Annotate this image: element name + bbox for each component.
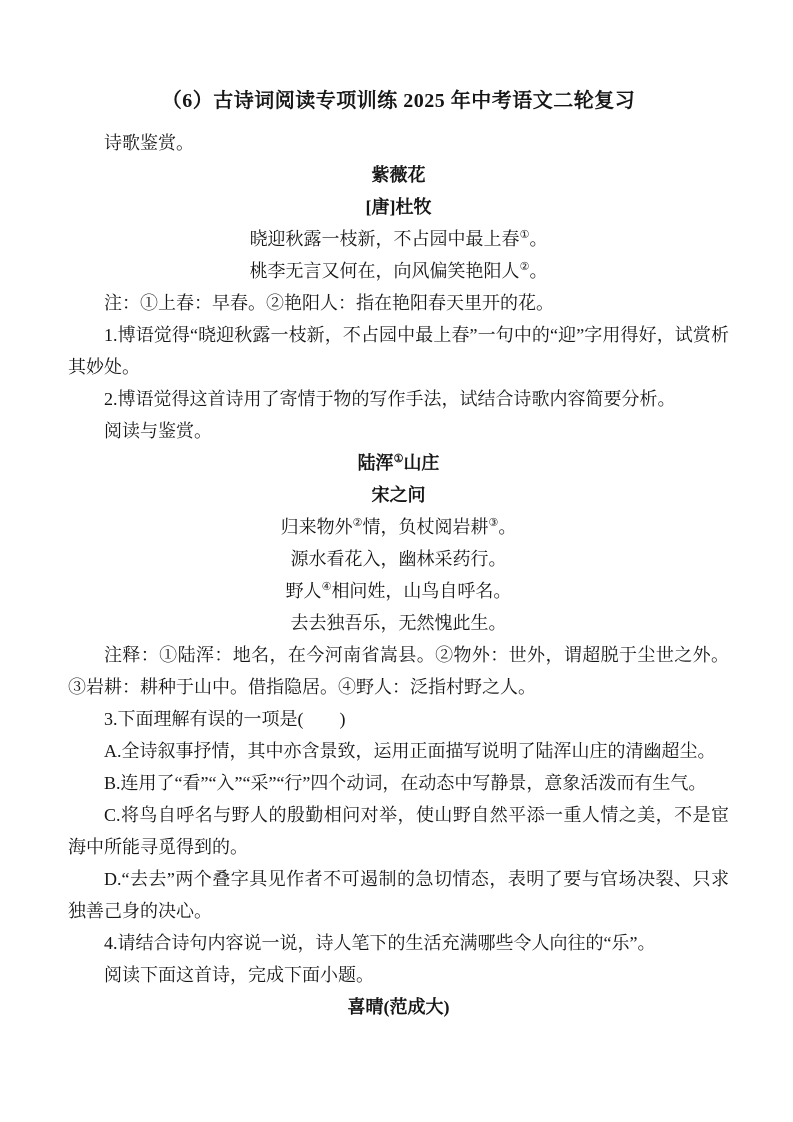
poem2-line-1-a: 归来物外 bbox=[280, 517, 353, 537]
poem1-line-1-text: 晓迎秋露一枝新，不占园中最上春 bbox=[249, 229, 520, 249]
footnote-ref-1-icon: ① bbox=[519, 229, 530, 241]
poem2-line-4: 去去独吾乐，无然愧此生。 bbox=[290, 613, 507, 633]
poem2-line-1-end: 。 bbox=[498, 517, 517, 537]
poem1-line-2 bbox=[68, 255, 729, 287]
question-2: 2.博语觉得这首诗用了寄情于物的写作手法，试结合诗歌内容简要分析。 bbox=[104, 389, 676, 409]
question-3-option-a: A.全诗叙事抒情，其中亦含景致，运用正面描写说明了陆浑山庄的清幽超尘。 bbox=[104, 741, 716, 761]
poem2-line-1-b: 情，负杖阅岩耕 bbox=[362, 517, 489, 537]
poem3-title: 喜晴(范成大) bbox=[347, 997, 450, 1017]
poem1-line-1 bbox=[68, 223, 729, 255]
question-3: 3.下面理解有误的一项是( ) bbox=[104, 709, 346, 729]
poem1-author: [唐]杜牧 bbox=[365, 197, 432, 217]
poem2-line-3-b: 相问姓，山鸟自呼名。 bbox=[331, 581, 512, 601]
poem1-line-2-text: 桃李无言又何在，向风偏笑艳阳人 bbox=[249, 261, 520, 281]
question-3-option-d: D.“去去”两个叠字具见作者不可遏制的急切情态，表明了要与官场决裂、只求独善己身的决心。 bbox=[68, 869, 729, 921]
document-title: （6）古诗词阅读专项训练 2025 年中考语文二轮复习 bbox=[161, 90, 636, 112]
poem2-note: 注释：①陆浑：地名，在今河南省嵩县。②物外：世外，谓超脱于尘世之外。③岩耕：耕种于山中。借指隐居。④野人：泛指村野之人。 bbox=[68, 645, 729, 697]
question-3-option-c: C.将鸟自呼名与野人的殷勤相问对举，使山野自然平添一重人情之美，不是宦海中所能寻觅得到的。 bbox=[68, 805, 729, 857]
section1-intro: 诗歌鉴赏。 bbox=[104, 133, 194, 153]
poem2-title bbox=[68, 447, 729, 479]
section3-intro: 阅读下面这首诗，完成下面小题。 bbox=[104, 965, 374, 985]
poem2-author: 宋之问 bbox=[371, 485, 426, 505]
poem2-title-pre: 陆浑 bbox=[357, 453, 394, 473]
poem1-title: 紫薇花 bbox=[371, 165, 426, 185]
question-4: 4.请结合诗句内容说一说，诗人笔下的生活充满哪些令人向往的“乐”。 bbox=[104, 933, 656, 953]
section2-intro: 阅读与鉴赏。 bbox=[104, 421, 212, 441]
question-3-option-b: B.连用了“看”“入”“采”“行”四个动词，在动态中写静景，意象活泼而有生气。 bbox=[104, 773, 707, 793]
poem2-line-3-a: 野人 bbox=[285, 581, 322, 601]
footnote-ref-yangeng-icon: ③ bbox=[488, 517, 499, 529]
footnote-ref-luhun-icon: ① bbox=[393, 453, 404, 465]
footnote-ref-yeren-icon: ④ bbox=[321, 581, 332, 593]
footnote-ref-wuwai-icon: ② bbox=[352, 517, 363, 529]
poem1-line-1-end: 。 bbox=[529, 229, 548, 249]
footnote-ref-2-icon: ② bbox=[519, 261, 530, 273]
poem2-line-1 bbox=[68, 511, 729, 543]
poem2-line-3 bbox=[68, 575, 729, 607]
poem2-title-post: 山庄 bbox=[403, 453, 440, 473]
question-1: 1.博语觉得“晓迎秋露一枝新，不占园中最上春”一句中的“迎”字用得好，试赏析其妙处。 bbox=[68, 325, 729, 377]
poem2-line-2: 源水看花入，幽林采药行。 bbox=[290, 549, 507, 569]
poem1-note: 注：①上春：早春。②艳阳人：指在艳阳春天里开的花。 bbox=[104, 293, 554, 313]
poem1-line-2-end: 。 bbox=[529, 261, 548, 281]
